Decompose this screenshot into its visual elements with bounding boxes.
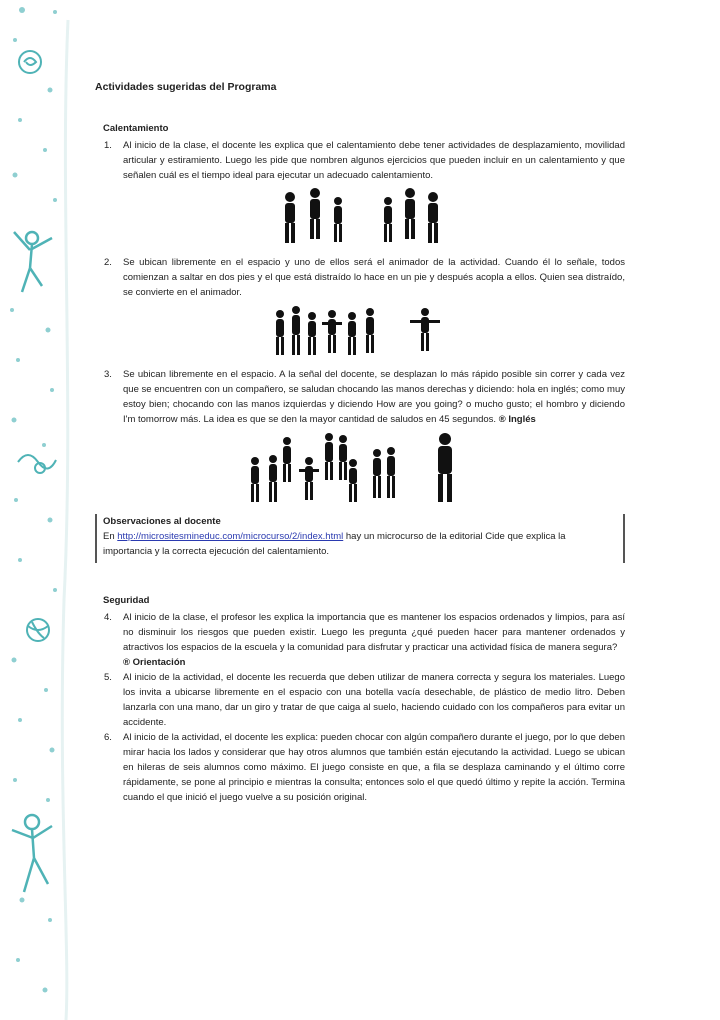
ball-icon bbox=[27, 619, 49, 641]
item-number: 6. bbox=[104, 732, 112, 743]
people-silhouettes-icon bbox=[270, 304, 450, 359]
item-text: Se ubican libremente en el espacio y uno de ellos será el animador de la actividad. Cuando él lo señale, todos comienzan a saltar en dos pies y el que está distraído lo hace en un pie y después acopla a ellos. Quien sea distraído, se convierte en el animador. bbox=[123, 257, 625, 298]
list-item bbox=[95, 610, 625, 670]
item-number: 3. bbox=[104, 369, 112, 380]
item-number: 1. bbox=[104, 140, 112, 151]
swirl-icon bbox=[18, 455, 56, 473]
item-text: Al inicio de la actividad, el docente les recuerda que deben utilizar de manera correcta y segura los materiales. Luego los invita a ubicarse libremente en el espacio con una botella vacía desechable, de plástico de medio litro. Deben lanzarla con una mano, dar un giro y tratar de que caiga al suelo, haciendo cuidado con los compañeros para evitar un accidente. bbox=[123, 672, 625, 728]
item-number: 5. bbox=[104, 672, 112, 683]
decorative-margin bbox=[0, 0, 80, 1020]
kid-jumping-icon bbox=[14, 232, 52, 292]
list-item bbox=[95, 670, 625, 730]
document-page bbox=[95, 80, 625, 805]
item-text: Al inicio de la clase, el profesor les explica la importancia que es mantener los espacios ordenados y limpios, para así no disminuir los riesgos que pueden existir. Luego les pregunta ¿qué pueden hacer para mantener ordenados y atractivos los espacios de la escuela y la comunidad para disfrutar y practicar una actividad física de manera segura? bbox=[123, 612, 625, 653]
list-item bbox=[95, 730, 625, 805]
item-text: Se ubican libremente en el espacio. A la señal del docente, se desplazan lo más rápido posible sin correr y cada vez que se encuentren con un compañero, se saludan chocando las manos derechas y diciendo: hola en inglés; como muy estoy bien; chocando con las manos izquierdas y diciendo How are you going? o mucho gusto; el hombro y diciendo I'm tomorrow más. La idea es que se den la mayor cantidad de saludos en 45 segundos. bbox=[123, 369, 625, 425]
section-heading: Seguridad bbox=[103, 595, 150, 606]
item-text: Al inicio de la actividad, el docente les explica: pueden chocar con algún compañero durante el juego, por lo que deben mirar hacia los lados y considerar que hay otros alumnos que también están ejecutando la actividad. Luego se ubican en hileras de seis alumnos como máximo. El juego consiste en que, a fila se desplaza caminando y el último corre rápidamente, se pone al principio e mientras la consulta; entonces solo el que quedó último y repite la acción. Termina cuando el que inició el juego vuelve a su posición original. bbox=[123, 732, 625, 803]
notes-title: Observaciones al docente bbox=[103, 516, 221, 527]
people-silhouettes-icon bbox=[245, 431, 475, 506]
section-heading: Calentamiento bbox=[103, 123, 169, 134]
item-number: 2. bbox=[104, 257, 112, 268]
microcourse-link[interactable]: http://micrositesmineduc.com/microcurso/2/index.html bbox=[117, 531, 344, 542]
item-text: Al inicio de la clase, el docente les explica que el calentamiento debe tener actividades de desplazamiento, movilidad articular y estiramiento. Luego les pide que nombren algunos ejercicios que pueden incluir en un calentamiento y que señalen cuál es el tiempo ideal para ejecutar un adecuado calentamiento. bbox=[123, 140, 625, 181]
teacher-notes-box bbox=[95, 514, 625, 563]
people-silhouettes-icon bbox=[270, 187, 450, 247]
page-title: Actividades sugeridas del Programa bbox=[95, 81, 277, 93]
list-item bbox=[95, 138, 625, 183]
list-item bbox=[95, 255, 625, 300]
item-number: 4. bbox=[104, 612, 112, 623]
subject-tag: ® Orientación bbox=[123, 657, 186, 668]
subject-tag: ® Inglés bbox=[498, 414, 536, 425]
list-item bbox=[95, 367, 625, 427]
kid-running-icon bbox=[12, 815, 52, 892]
notes-text: hay un microcurso de la editorial Cide que explica la importancia y la correcta ejecución del calentamiento. bbox=[103, 531, 566, 557]
swirl-icon bbox=[19, 51, 41, 73]
notes-prefix: En bbox=[103, 531, 115, 542]
